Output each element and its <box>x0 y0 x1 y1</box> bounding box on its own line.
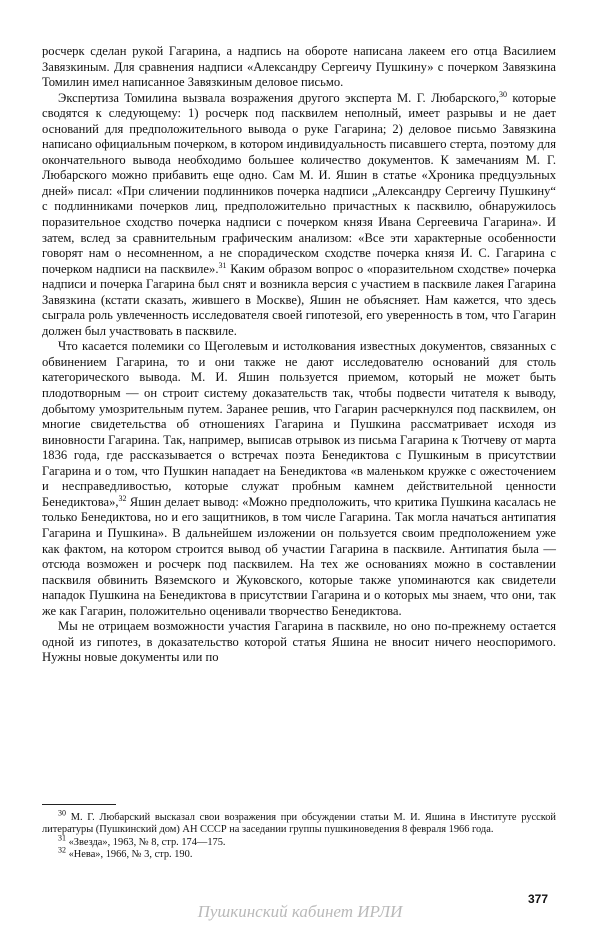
footnote-32 <box>42 845 556 861</box>
paragraph-4-text: Мы не отрицаем возможности участия Гагарина в пасквиле, но оно по-прежнему остается одной из гипотез, в доказательство которой статья Яшина не вносит ничего неоспоримого. Нужны новые документы или по <box>42 619 556 665</box>
footnotes <box>42 808 556 862</box>
note-ref-31: 31 <box>218 260 227 270</box>
paragraph-4 <box>42 619 556 666</box>
footnote-31 <box>42 833 556 849</box>
paragraph-1-text: росчерк сделан рукой Гагарина, а надпись на обороте написана лакеем его отца Василием Завязкиным. Для сравнения надписи «Александру Сергеичу Пушкину» с почерком Завязкина Томилин имел написанное Завязкиным деловое письмо. <box>42 44 556 90</box>
paragraph-3-text-b: Яшин делает вывод: «Можно предположить, что критика Пушкина касалась не только Бенедиктова, но и его защитников, в том числе Гагарина. Так могла начаться антипатия Гагарина и Пушкина». В дальнейшем изложении он пользуется своим предположением уже как фактом, на котором строится вывод об участии Гагарина в пасквиле. Антипатия была — отсюда возможен и росчерк под пасквилем. На тех же основаниях можно в составлении пасквиля обвинить Вяземского и Жуковского, которые также упоминаются как свидетели нападок Пушкина на Бенедиктова в присутствии Гагарина и о которых мы знаем, что они, так же как Гагарин, положительно оценивали творчество Бенедиктова. <box>42 494 557 618</box>
footnote-30-number: 30 <box>58 808 66 818</box>
paragraph-1 <box>42 44 556 91</box>
page-number: 377 <box>528 892 549 906</box>
footnote-30-text: М. Г. Любарский высказал свои возражения при обсуждении статьи М. И. Яшина в Институте русской литературы (Пушкинский дом) АН СССР на заседании группы пушкиноведения 8 февраля 1966 года. <box>42 812 556 836</box>
paragraph-3-text-a: Что касается полемики со Щеголевым и истолкования известных документов, связанных с обвинением Гагарина, то и они также не дают исследователю оснований для столь категорического вывода. М. И. Яшин пользуется приемом, который не может быть плодотворным — он строит систему доказательств так, чтобы подвести читателя к выводу, добытому умозрительным путем. Заранее решив, что Гагарин расчеркнулся под пасквилем, он многие свидетельства об отношениях Гагарина и Пушкина рассматривает исходя из виновности Гагарина. Так, например, выписав отрывок из письма Гагарина к Тютчеву от марта 1836 года, где рассказывается о встречах поэта Бенедиктова с Пушкиным в присутствии Гагарина и о том, что Пушкин нападает на Бенедиктова «в маленьком кружке с ожесточением и несправедливостью, которые служат пробным камнем действительной ценности Бенедиктова», <box>42 339 556 509</box>
main-text <box>42 44 556 666</box>
footnote-30 <box>42 808 556 837</box>
paragraph-2-text-c: Каким образом вопрос о «поразительном сходстве» почерка надписи и почерка Гагарина был снят и возникла версия с участием в пасквиле лакея Гагарина Завязкина (кстати сказать, жившего в Москве), Яшин не объясняет. Нам кажется, что здесь сыграла роль увлеченность исследователя своей гипотезой, его уверенность в том, что Гагарин должен был участвовать в пасквиле. <box>42 261 556 338</box>
footnote-31-text: «Звезда», 1963, № 8, стр. 174—175. <box>68 836 226 848</box>
footnote-32-number: 32 <box>58 845 66 855</box>
footnote-31-number: 31 <box>58 833 66 843</box>
note-ref-30: 30 <box>499 89 507 99</box>
paragraph-2-text-b: которые сводятся к следующему: 1) росчерк под пасквилем неполный, имеет разрывы и не дает оснований для предположительного вывода о руке Гагарина; 2) деловое письмо Завязкина написано официальным почерком, в котором индивидуальность писавшего стерта, поэтому для окончательного вывода необходимо большее количество документов. К замечаниям М. Г. Любарского можно прибавить еще одно. Сам М. И. Яшин в статье «Хроника предцуэльных дней» писал: «При сличении подлинников почерка надписи „Александру Сергеичу Пушкину“ с подлинниками почерков лиц, предположительно причастных к пасквилю, обнаружилось поразительное сходство почерка надписи с почерком князя Ивана Сергеевича Гагарина». И затем, вслед за сравнительным графическим анализом: «Все эти характерные особенности говорят нам о несомненном, а не спорадическом сходстве почерка князя И. С. Гагарина с почерком надписи на пасквиле». <box>42 90 556 276</box>
footnote-divider <box>42 804 116 805</box>
footnote-32-text: «Нева», 1966, № 3, стр. 190. <box>68 849 193 861</box>
paragraph-2-text-a: Экспертиза Томилина вызвала возражения другого эксперта М. Г. Любарского, <box>58 90 499 105</box>
paragraph-2 <box>42 91 556 340</box>
note-ref-32: 32 <box>118 493 127 503</box>
watermark: Пушкинский кабинет ИРЛИ <box>197 902 403 921</box>
paragraph-3 <box>42 339 556 619</box>
